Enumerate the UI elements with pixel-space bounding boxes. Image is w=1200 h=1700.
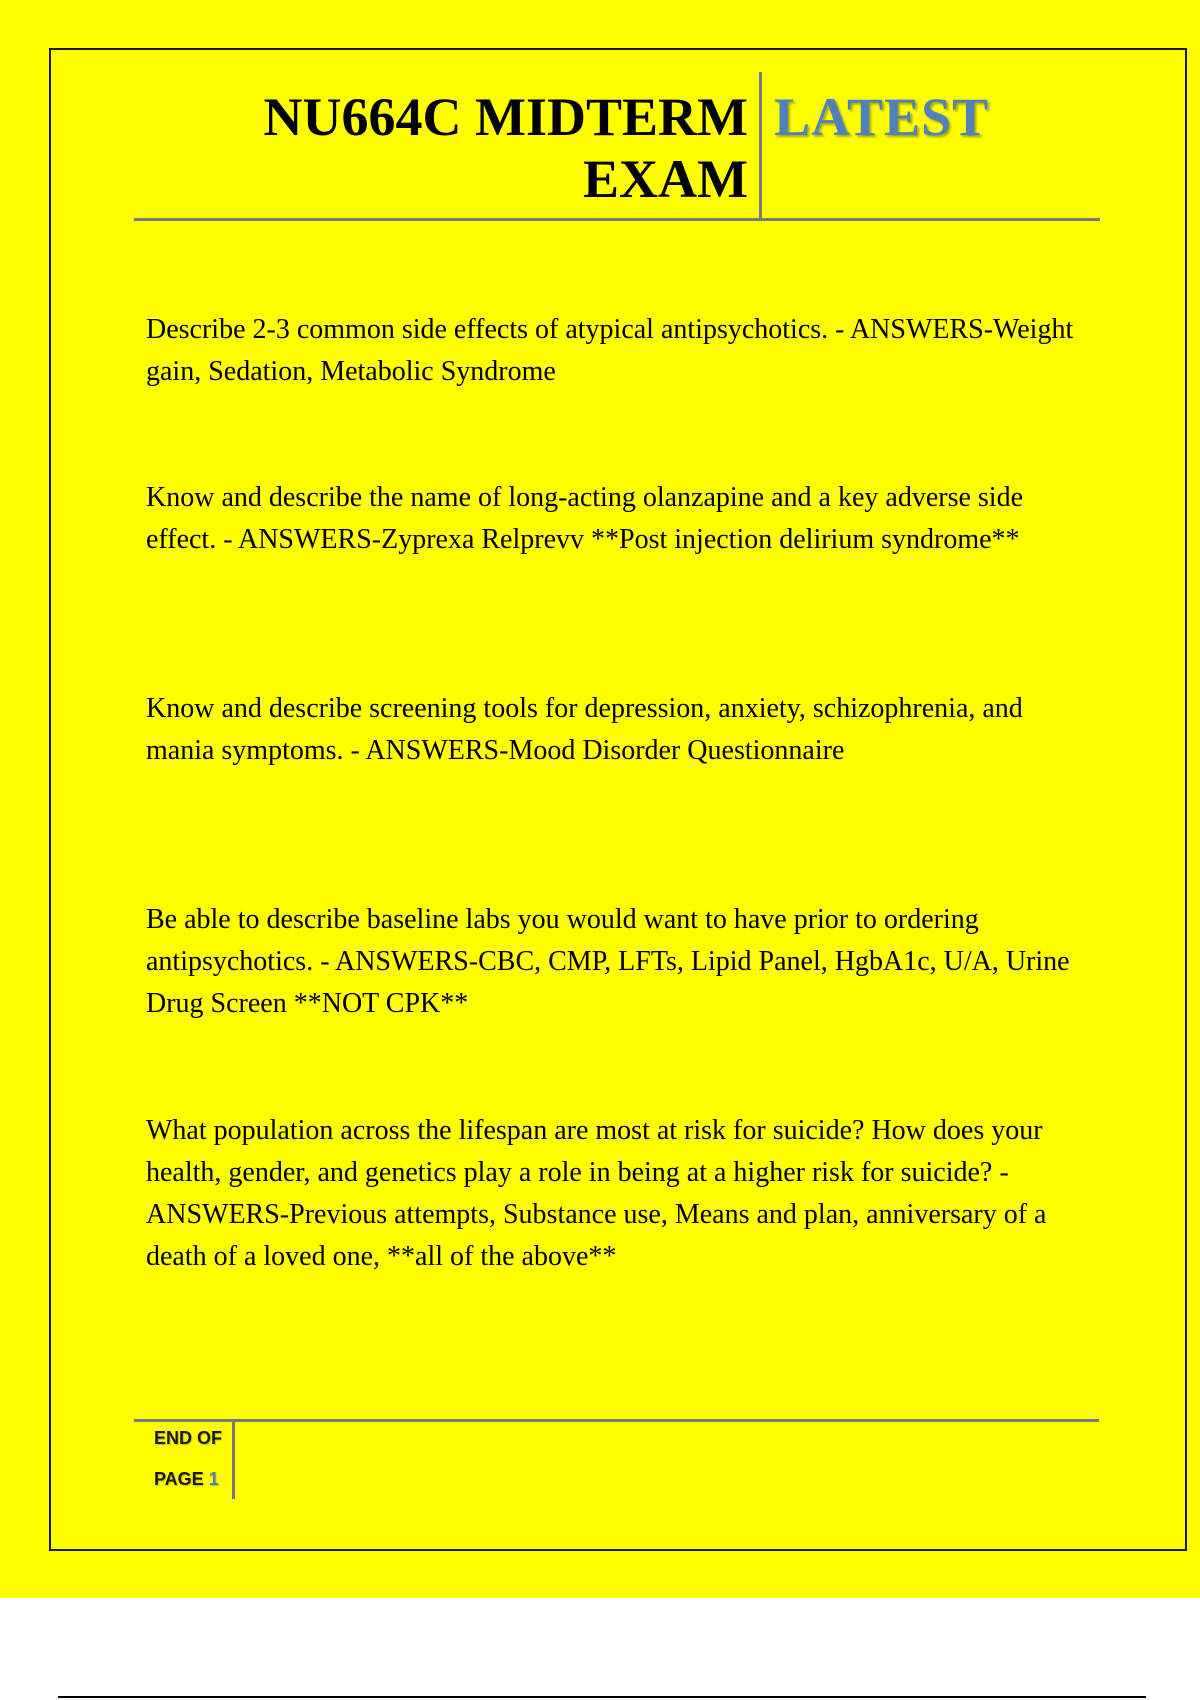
bottom-rule bbox=[58, 1696, 1146, 1698]
qa-item: Describe 2-3 common side effects of atypical antipsychotics. - ANSWERS-Weight gain, Sedation, Metabolic Syndrome bbox=[146, 314, 1074, 387]
title-line-2: EXAM bbox=[583, 149, 748, 209]
document-title bbox=[134, 86, 748, 210]
document-header bbox=[134, 72, 1100, 220]
header-divider bbox=[759, 72, 762, 220]
footer-end-of: END OF bbox=[154, 1428, 223, 1448]
qa-item: Know and describe screening tools for depression, anxiety, schizophrenia, and mania symptoms. - ANSWERS-Mood Disorder Questionnaire bbox=[146, 693, 1023, 766]
header-rule bbox=[134, 218, 1100, 221]
footer-rule bbox=[134, 1419, 1099, 1422]
title-badge-latest: LATEST bbox=[774, 87, 990, 147]
qa-item: Be able to describe baseline labs you would want to have prior to ordering antipsychotics. - ANSWERS-CBC, CMP, LFTs, Lipid Panel, HgbA1c, U/A, Urine Drug Screen **NOT CPK** bbox=[146, 904, 1070, 1019]
footer-page-word: PAGE bbox=[154, 1469, 204, 1489]
qa-item: Know and describe the name of long-acting olanzapine and a key adverse side effect. - ANSWERS-Zyprexa Relprevv **Post injection delirium syndrome** bbox=[146, 482, 1023, 555]
footer-page-number: 1 bbox=[208, 1469, 219, 1489]
page-border bbox=[49, 48, 1187, 1551]
footer-page-label bbox=[154, 1468, 219, 1490]
title-line-1: NU664C MIDTERM bbox=[263, 87, 748, 147]
footer-divider bbox=[232, 1421, 235, 1499]
qa-item: What population across the lifespan are most at risk for suicide? How does your health, gender, and genetics play a role in being at a higher risk for suicide? - ANSWERS-Previous attempts, Substance use, Means and plan, anniversary of a death of a loved one, **all of the above** bbox=[146, 1115, 1047, 1272]
